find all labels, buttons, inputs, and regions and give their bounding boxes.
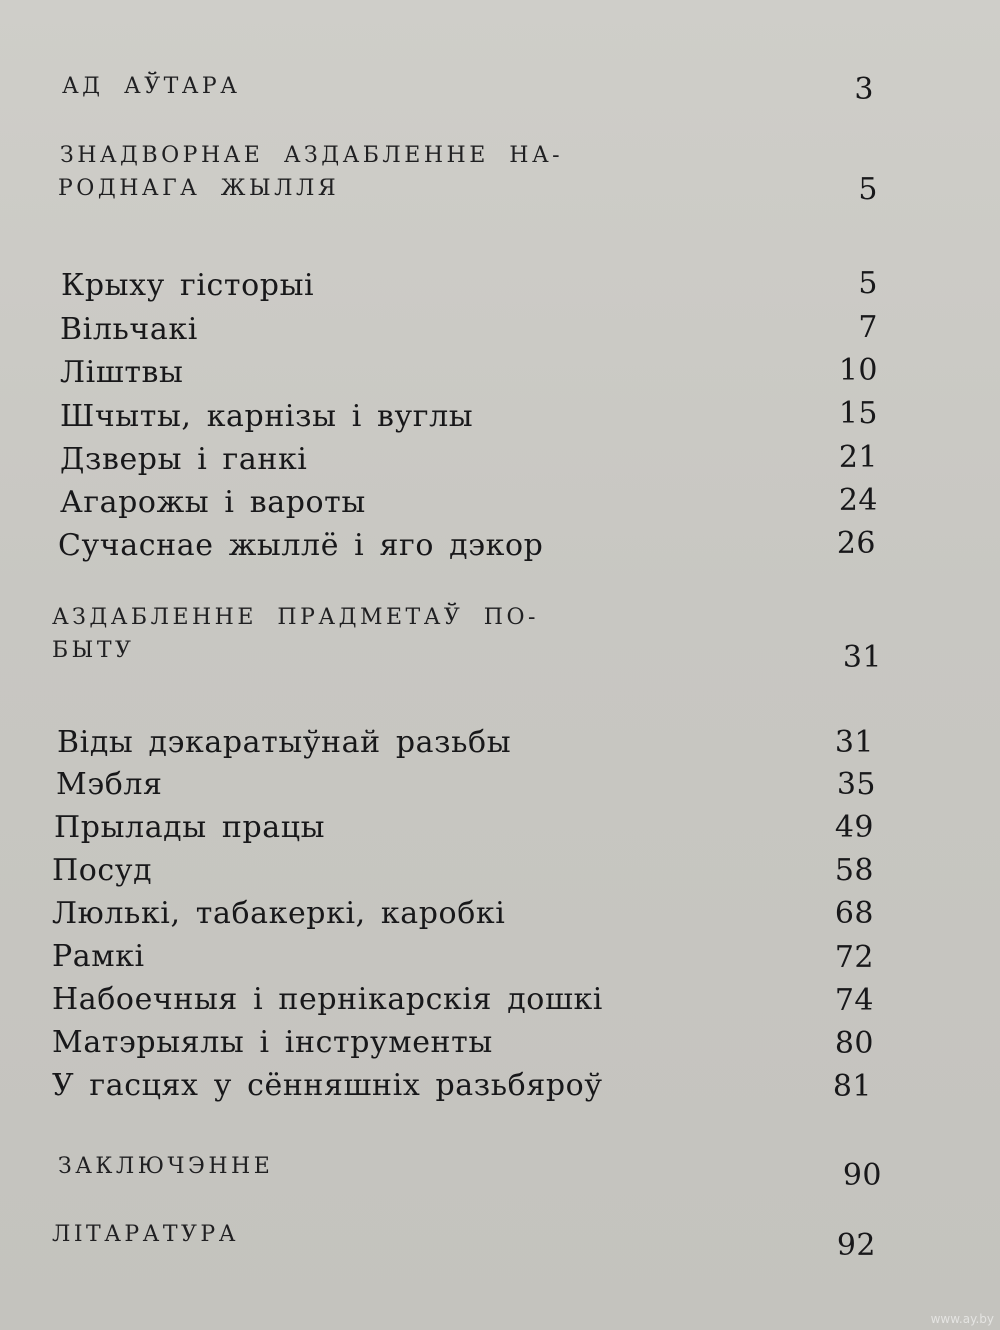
page-number: 80 [834, 1026, 874, 1061]
section-title: ЛІТАРАТУРА [52, 1222, 239, 1247]
toc-entry: Посуд [52, 853, 153, 888]
watermark: www.ay.by [930, 1312, 994, 1326]
page-number: 24 [838, 483, 878, 518]
toc-entry: Люлькі, табакеркі, каробкі [52, 896, 506, 931]
toc-entry: Прылады працы [54, 810, 326, 845]
toc-entry: Шчыты, карнізы і вуглы [60, 399, 474, 434]
toc-entry: Рамкі [52, 939, 145, 974]
page-number: 3 [854, 72, 874, 107]
section-title-line-1: ЗНАДВОРНАЕ АЗДАБЛЕННЕ НА- [60, 143, 564, 168]
toc-entry: У гасцях у сённяшніх разьбяроў [52, 1068, 603, 1103]
page-number: 5 [858, 266, 878, 301]
page-number: 58 [834, 853, 874, 888]
page-number: 68 [834, 896, 874, 931]
toc-entry: Віды дэкаратыўнай разьбы [57, 725, 512, 760]
page-number: 74 [834, 983, 874, 1018]
section-title-line-2: РОДНАГА ЖЫЛЛЯ [58, 176, 340, 201]
toc-entry: Дзверы і ганкі [60, 442, 308, 477]
section-title-line-2: БЫТУ [52, 638, 135, 663]
section-title: АД АЎТАРА [62, 74, 241, 99]
page-number: 31 [834, 725, 874, 760]
page-number: 72 [834, 940, 874, 975]
page-number: 92 [836, 1228, 876, 1263]
page-number: 31 [842, 640, 882, 675]
page-number: 7 [858, 310, 878, 345]
page-number: 90 [842, 1158, 882, 1193]
page-number: 49 [834, 810, 874, 845]
page-number: 15 [838, 396, 878, 431]
page-number: 21 [838, 440, 878, 475]
page-number: 10 [838, 353, 878, 388]
toc-entry: Мэбля [56, 767, 163, 802]
toc-entry: Крыху гісторыі [61, 268, 315, 303]
toc-entry: Агарожы і вароты [60, 485, 366, 520]
page-number: 81 [832, 1069, 872, 1104]
toc-entry: Набоечныя і пернікарскія дошкі [52, 982, 603, 1017]
toc-entry: Ліштвы [60, 355, 184, 390]
section-title: ЗАКЛЮЧЭННЕ [58, 1154, 274, 1179]
page-number: 35 [836, 767, 876, 802]
toc-entry: Матэрыялы і інструменты [52, 1025, 493, 1060]
toc-entry: Вільчакі [60, 312, 198, 347]
page-number: 5 [858, 172, 878, 207]
section-title-line-1: АЗДАБЛЕННЕ ПРАДМЕТАЎ ПО- [52, 605, 539, 630]
page-number: 26 [836, 526, 876, 561]
toc-entry: Сучаснае жыллё і яго дэкор [58, 528, 544, 563]
